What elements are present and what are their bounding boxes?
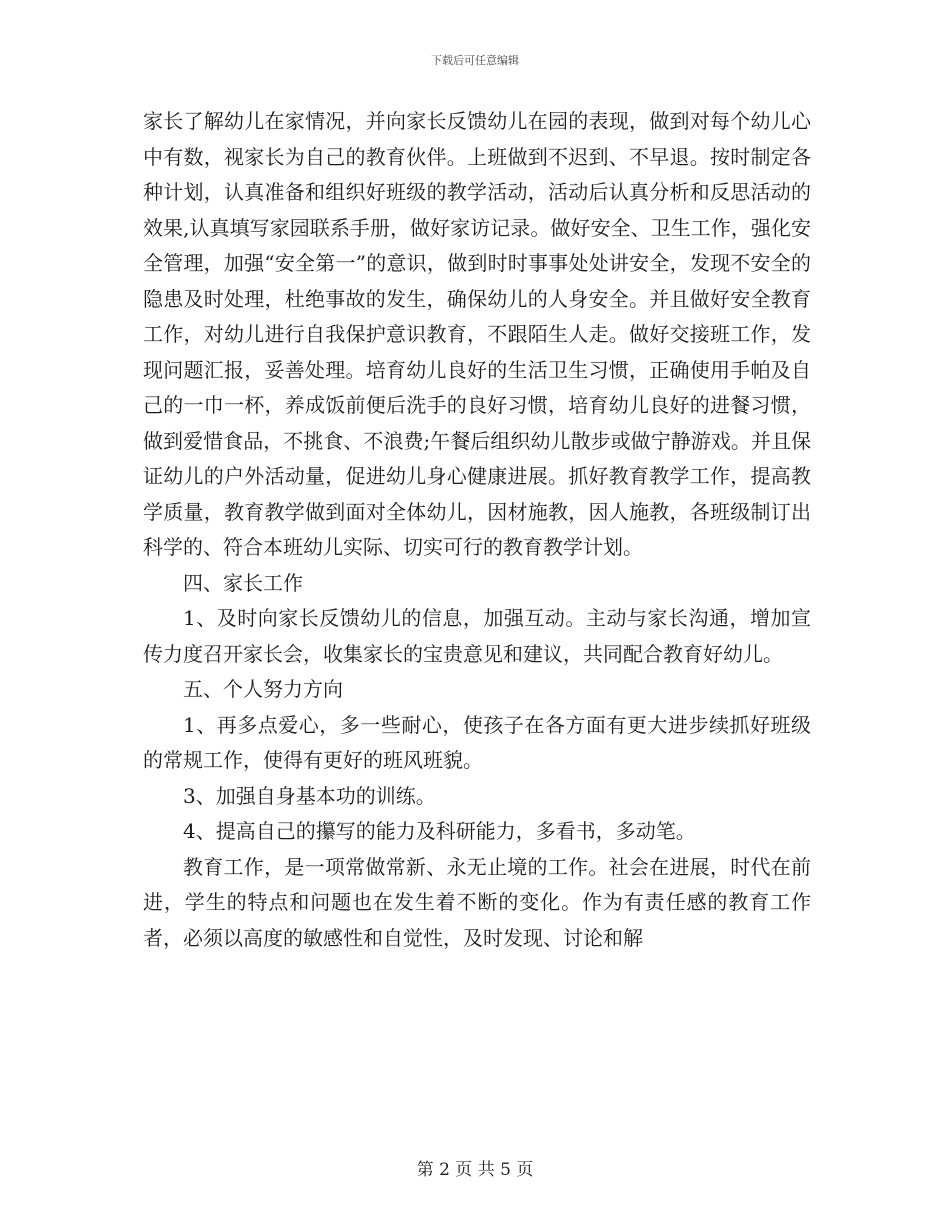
paragraph-conclusion: 教育工作，是一项常做常新、永无止境的工作。社会在进展，时代在前进，学生的特点和问题也在发生着不断的变化。作为有责任感的教育工作者，必须以高度的敏感性和自觉性，及时发现、讨论和解 [143,854,811,950]
section-heading-personal-direction: 五、个人努力方向 [183,677,343,701]
paragraph-parent-work-1: 1、及时向家长反馈幼儿的信息，加强互动。主动与家长沟通，增加宣传力度召开家长会，收集家长的宝贵意见和建议，共同配合教育好幼儿。 [143,606,811,666]
section-heading-parent-work: 四、家长工作 [183,570,303,595]
paragraph-continuation: 家长了解幼儿在家情况，并向家长反馈幼儿在园的表现，做到对每个幼儿心中有数，视家长为自己的教育伙伴。上班做到不迟到、不早退。按时制定各种计划，认真准备和组织好班级的教学活动，活动后认真分析和反思活动的效果,认真填写家园联系手册，做好家访记录。做好安全、卫生工作，强化安全管理，加强“安全第一”的意识，做到时时事事处处讲安全，发现不安全的隐患及时处理，杜绝事故的发生，确保幼儿的人身安全。并且做好安全教育工作，对幼儿进行自我保护意识教育，不跟陌生人走。做好交接班工作，发现问题汇报，妥善处理。培育幼儿良好的生活卫生习惯，正确使用手帕及自己的一巾一杯，养成饭前便后洗手的良好习惯，培育幼儿良好的进餐习惯，做到爱惜食品，不挑食、不浪费;午餐后组织幼儿散步或做宁静游戏。并且保证幼儿的户外活动量，促进幼儿身心健康进展。抓好教育教学工作，提高教学质量，教育教学做到面对全体幼儿，因材施教，因人施教，各班级制订出科学的、符合本班幼儿实际、切实可行的教育教学计划。 [143,109,811,559]
page-header-note: 下载后可任意编辑 [431,54,519,67]
paragraph-direction-3: 3、加强自身基本功的训练。 [183,783,436,808]
paragraph-direction-1: 1、再多点爱心，多一些耐心，使孩子在各方面有更大进步续抓好班级的常规工作，使得有更好的班风班貌。 [143,712,811,772]
paragraph-direction-4: 4、提高自己的攥写的能力及科研能力，多看书，多动笔。 [183,819,696,843]
page-number: 第 2 页 共 5 页 [416,1160,534,1180]
document-body [143,104,811,956]
